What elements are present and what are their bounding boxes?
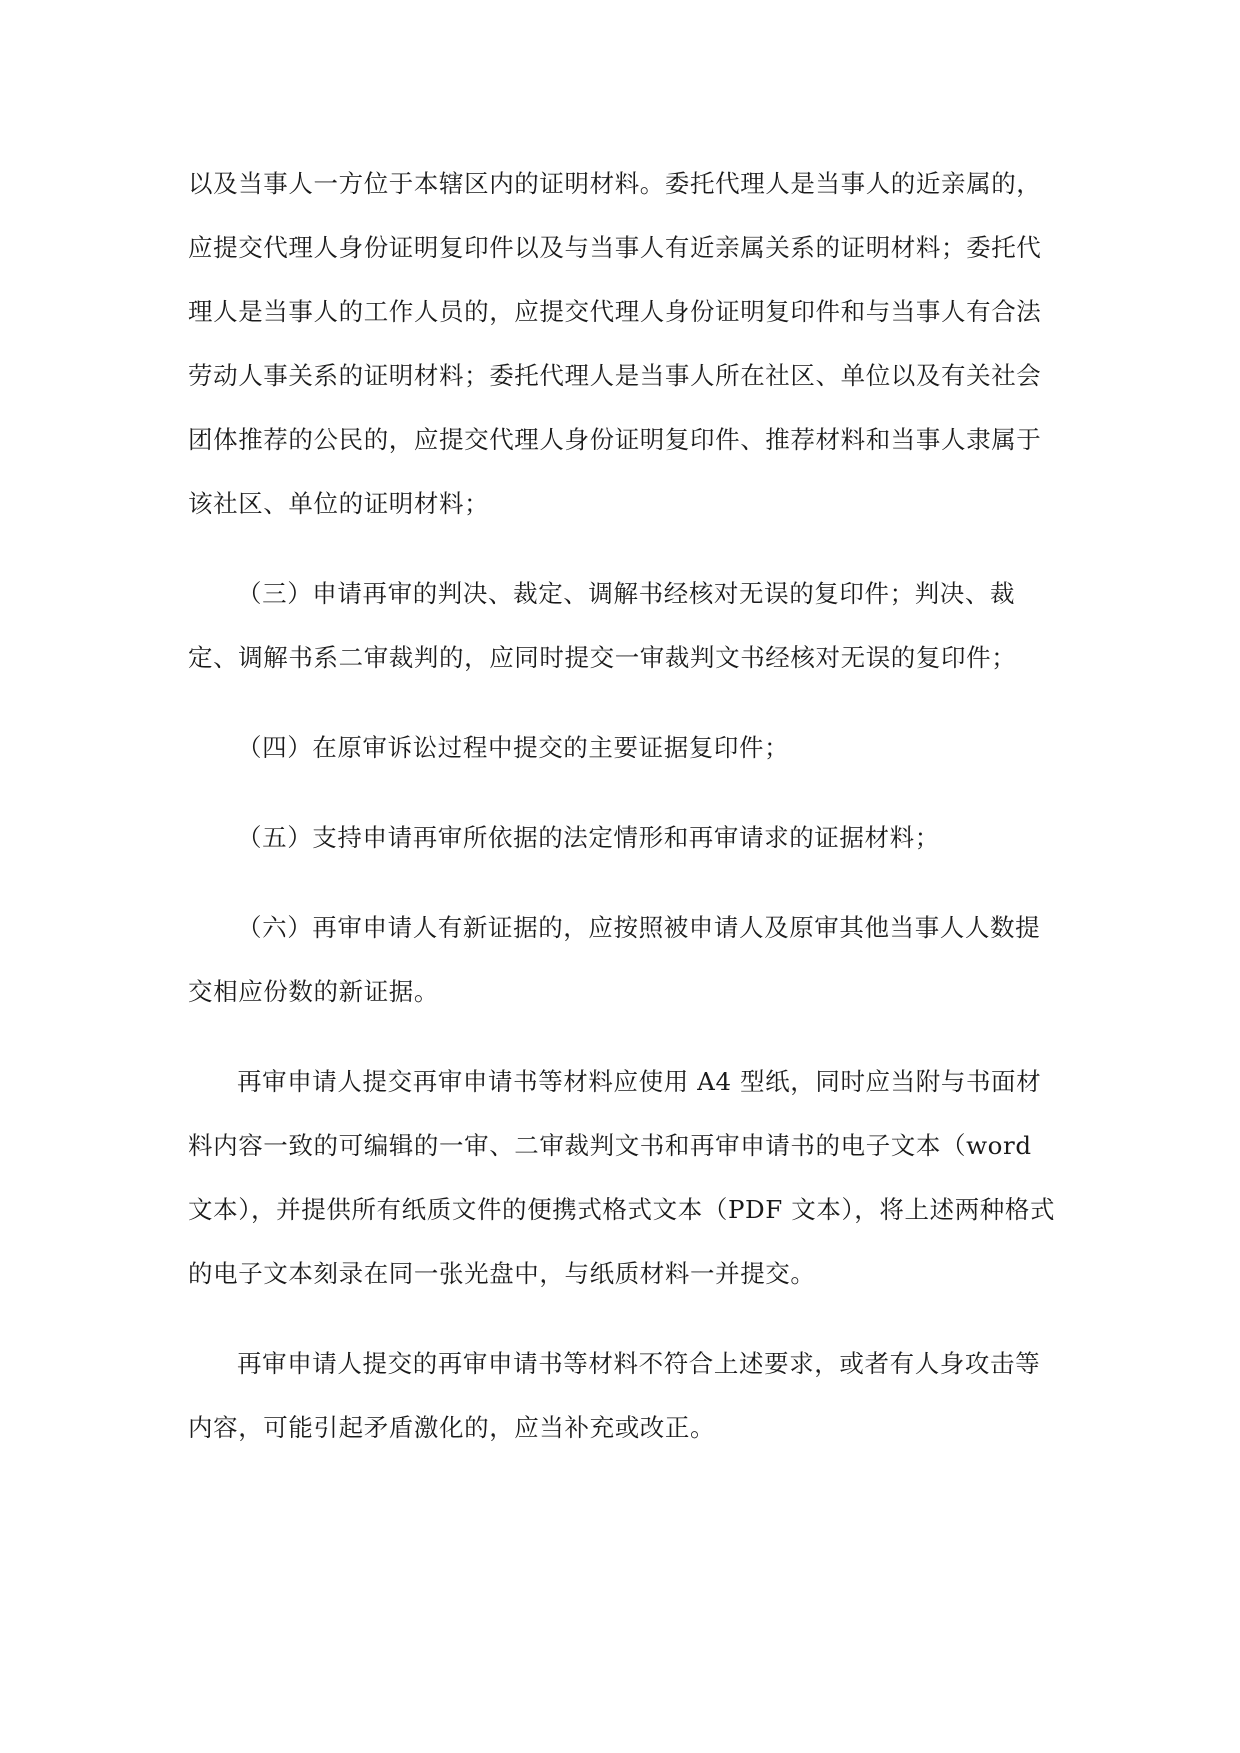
paragraph-evidence-materials: 以及当事人一方位于本辖区内的证明材料。委托代理人是当事人的近亲属的，应提交代理人身份证明复印件以及与当事人有近亲属关系的证明材料；委托代理人是当事人的工作人员的，应提交代理人身份证明复印件和与当事人有合法劳动人事关系的证明材料；委托代理人是当事人所在社区、单位以及有关社会团体推荐的公民的，应提交代理人身份证明复印件、推荐材料和当事人隶属于该社区、单位的证明材料； — [188, 169, 1042, 518]
paragraph-item-6: （六）再审申请人有新证据的，应按照被申请人及原审其他当事人人数提交相应份数的新证据。 — [188, 913, 1041, 1006]
paragraph-correction-requirement: 再审申请人提交的再审申请书等材料不符合上述要求，或者有人身攻击等内容，可能引起矛盾激化的，应当补充或改正。 — [188, 1349, 1041, 1442]
paragraph-item-3: （三）申请再审的判决、裁定、调解书经核对无误的复印件；判决、裁定、调解书系二审裁判的，应同时提交一审裁判文书经核对无误的复印件； — [188, 579, 1017, 672]
paragraph-item-5: （五）支持申请再审所依据的法定情形和再审请求的证据材料； — [237, 823, 940, 852]
paragraph-format-requirements: 再审申请人提交再审申请书等材料应使用 A4 型纸，同时应当附与书面材料内容一致的可编辑的一审、二审裁判文书和再审申请书的电子文本（word 文本），并提供所有纸质文件的便携式格式文本（PDF 文本），将上述两种格式的电子文本刻录在同一张光盘中，与纸质材料一并提交。 — [188, 1067, 1056, 1288]
paragraph-item-4: （四）在原审诉讼过程中提交的主要证据复印件； — [237, 733, 790, 762]
document-body — [188, 152, 1058, 1460]
